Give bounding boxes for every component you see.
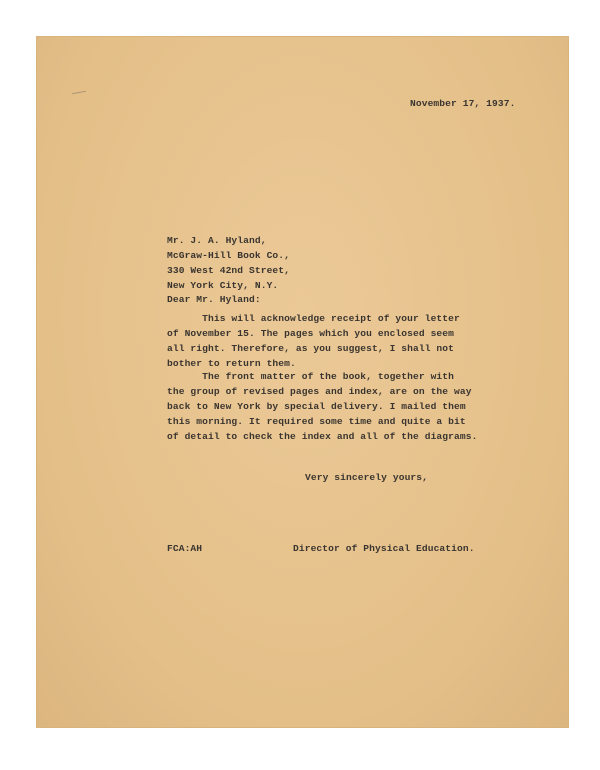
paragraph-line: all right. Therefore, as you suggest, I shall not	[167, 343, 455, 354]
address-line: McGraw-Hill Book Co.,	[167, 250, 291, 261]
paragraph-line: this morning. It required some time and quite a bit	[167, 416, 466, 427]
address-line: New York City, N.Y.	[167, 280, 279, 291]
complimentary-closing: Very sincerely yours,	[305, 472, 429, 483]
paragraph-line: the group of revised pages and index, are on the way	[167, 386, 472, 397]
reference-initials: FCA:AH	[167, 543, 203, 554]
letter-date: November 17, 1937.	[410, 98, 516, 109]
paragraph-line: back to New York by special delivery. I mailed them	[167, 401, 466, 412]
address-line: 330 West 42nd Street,	[167, 265, 291, 276]
signer-title: Director of Physical Education.	[293, 543, 475, 554]
paragraph-line: of detail to check the index and all of the diagrams.	[167, 431, 478, 442]
address-line: Mr. J. A. Hyland,	[167, 235, 267, 246]
paragraph-line: of November 15. The pages which you enclosed seem	[167, 328, 455, 339]
salutation: Dear Mr. Hyland:	[167, 294, 261, 305]
body-paragraph-1	[167, 311, 460, 371]
paragraph-line: The front matter of the book, together with	[167, 371, 455, 382]
paragraph-line: bother to return them.	[167, 358, 296, 369]
body-paragraph-2	[167, 369, 477, 444]
recipient-address	[167, 233, 290, 293]
paragraph-line: This will acknowledge receipt of your letter	[167, 313, 460, 324]
